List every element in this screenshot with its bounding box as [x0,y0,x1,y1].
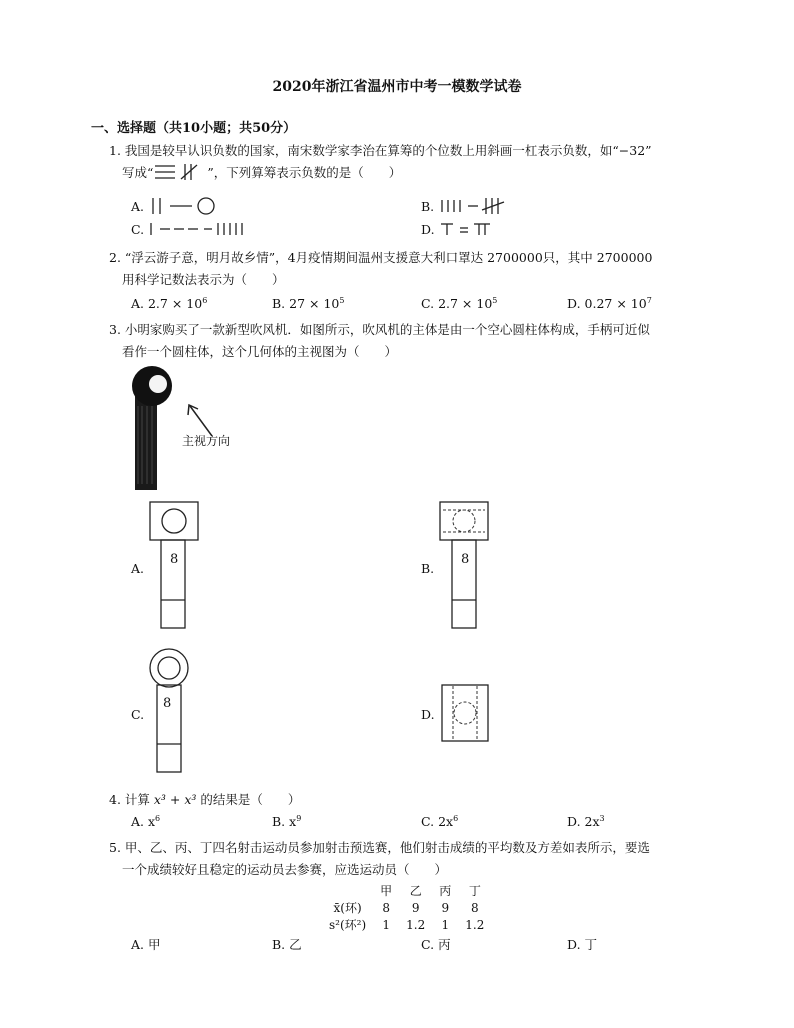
table-header-cell: 乙 [409,884,422,898]
q4-option-b[interactable] [272,814,301,829]
q3-stem-line2: 看作一个圆柱体，这个几何体的主视图为（ ） [122,344,398,359]
q4-option-b-label: B. x [272,814,297,829]
q2-option-c-exp: 5 [492,295,498,305]
table-cell: s²(环²) [329,918,367,932]
q1-option-a[interactable] [131,196,216,216]
section-heading: 一、选择题（共10小题；共50分） [91,121,297,136]
q3-option-b-label[interactable]: B. [421,561,435,576]
q2-stem-line1: 2. “浮云游子意，明月故乡情”，4月疫情期间温州支援意大利口罩达 2700000只，其中 2700000 [109,250,653,265]
q4-stem-pre: 4. 计算 [109,792,154,807]
q2-option-b-label: B. 27 × 10 [272,296,340,311]
q4-option-a-label: A. x [131,814,156,829]
dryer-hollow [149,375,167,393]
table-cell: 1.2 [465,917,485,932]
q2-option-a[interactable] [131,296,207,311]
q4-option-c-exp: 6 [453,813,459,823]
table-cell: 8 [382,900,390,915]
q4-stem [109,790,300,810]
q3-option-d-figure [441,684,491,744]
rods-d-icon [439,221,499,237]
q4-option-d-label: D. 2x [567,814,600,829]
q2-option-d-exp: 7 [646,295,652,305]
q1-option-c-label: C. [131,222,145,237]
table-cell: 1 [382,917,390,932]
q5-stats-table [322,882,491,933]
page-title: 2020年浙江省温州市中考一模数学试卷 [272,79,522,95]
table-header-cell [322,882,373,899]
q1-option-b[interactable] [421,196,518,216]
q3-option-c-label[interactable]: C. [131,707,145,722]
q1-option-c[interactable] [131,221,248,237]
q5-option-b[interactable]: B. 乙 [272,937,302,952]
q4-option-d[interactable] [567,814,605,829]
table-cell: 1 [441,917,450,932]
table-header-row [322,882,491,899]
q2-option-d[interactable] [567,296,652,311]
table-header-cell: 丁 [468,884,481,898]
q2-option-d-label: D. 0.27 × 10 [567,296,647,311]
q2-option-c-label: C. 2.7 × 10 [421,296,493,311]
q5-stem-line2: 一个成绩较好且稳定的运动员去参赛，应选运动员（ ） [122,862,448,877]
table-header-cell: 丙 [439,884,452,898]
rods-c-icon [148,221,248,237]
q1-line2-post: ”，下列算筹表示负数的是（ ） [207,165,402,180]
rods-b-icon [438,196,518,216]
q1-option-d[interactable] [421,221,499,237]
table-cell: 9 [441,900,450,915]
q1-stem-line2 [122,163,401,183]
q3-option-c-mark: 8 [163,696,172,711]
q5-stem-line1: 5. 甲、乙、丙、丁四名射击运动员参加射击预选赛，他们射击成绩的平均数及方差如表所示，要选 [109,840,650,855]
hair-dryer-figure [126,366,266,492]
q2-option-b[interactable] [272,296,344,311]
q2-option-c[interactable] [421,296,497,311]
q4-expression: x³ + x³ [153,792,197,807]
q2-option-a-exp: 6 [202,295,208,305]
q3-stem-line1: 3. 小明家购买了一款新型吹风机．如图所示，吹风机的主体是由一个空心圆柱体构成，手柄可近似 [109,322,650,337]
q1-option-d-label: D. [421,222,435,237]
table-row [322,899,491,916]
q3-option-a-mark: 8 [170,552,179,567]
q4-option-a[interactable] [131,814,160,829]
q1-option-a-label: A. [131,199,145,214]
q5-option-d[interactable]: D. 丁 [567,937,598,952]
table-cell: 8 [471,900,479,915]
q3-option-b-mark: 8 [461,552,470,567]
q4-option-d-exp: 3 [599,813,605,823]
q3-option-a-label[interactable]: A. [131,561,145,576]
q5-option-a[interactable]: A. 甲 [131,937,161,952]
q4-option-c[interactable] [421,814,458,829]
q2-stem-line2: 用科学记数法表示为（ ） [122,272,285,287]
direction-label: 主视方向 [182,434,231,448]
table-header-cell: 甲 [380,884,393,898]
table-cell: x̄(环) [333,901,362,915]
q1-stem-line1: 1. 我国是较早认识负数的国家，南宋数学家李治在算筹的个位数上用斜画一杠表示负数，如“−32” [109,143,652,158]
q2-option-a-label: A. 2.7 × 10 [131,296,203,311]
q3-option-d-label[interactable]: D. [421,707,435,722]
q4-option-a-exp: 6 [155,813,161,823]
q1-line2-pre: 写成“ [122,165,154,180]
table-cell: 9 [411,900,420,915]
q2-option-b-exp: 5 [339,295,345,305]
q4-option-b-exp: 9 [296,813,302,823]
q4-option-c-label: C. 2x [421,814,454,829]
q5-option-c[interactable]: C. 丙 [421,937,451,952]
table-row [322,916,491,933]
q4-stem-post: 的结果是（ ） [196,792,301,807]
rods-a-icon [148,196,216,216]
counting-rod-example-icon [153,163,207,181]
q1-option-b-label: B. [421,199,435,214]
table-cell: 1.2 [406,917,426,932]
